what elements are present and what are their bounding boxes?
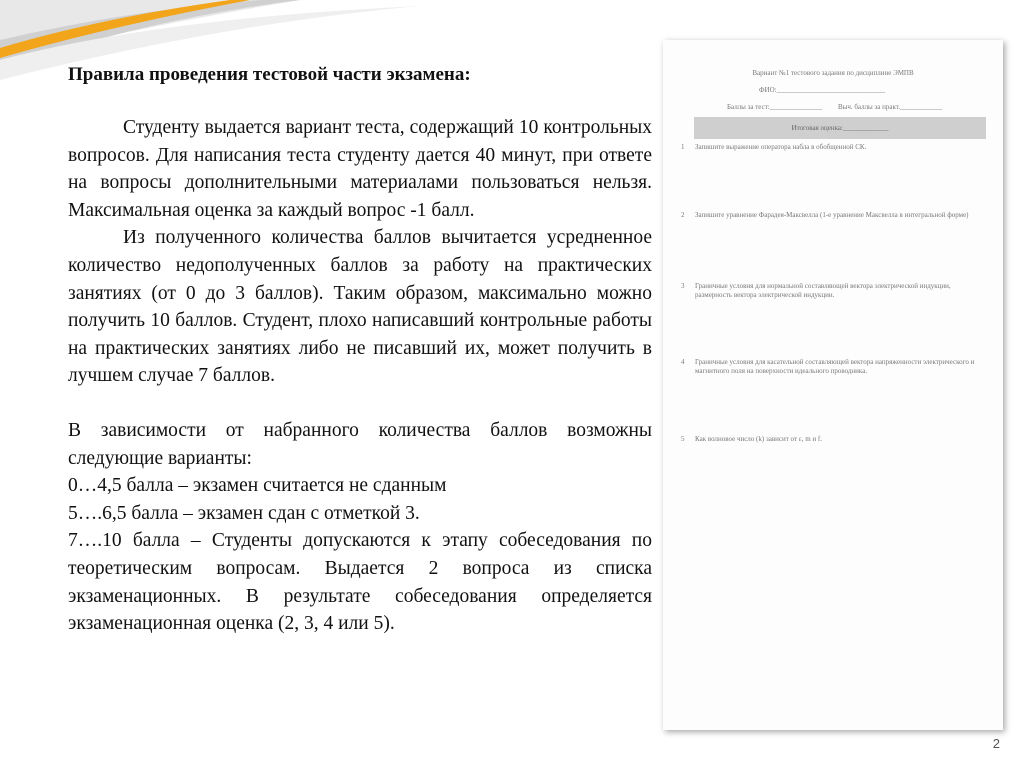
form-fio-field: ФИО:_______________________________ (759, 86, 886, 94)
form-title: Вариант №1 тестового задания по дисциплине ЭМПВ (752, 69, 914, 77)
question-text: Граничные условия для нормальной составляющей вектора электрической индукции, размерность вектора электрической индукции. (695, 282, 951, 299)
form-practice-score: Выч. баллы за практ.____________ (837, 103, 943, 111)
question-number: 3 (681, 282, 685, 290)
form-grade-bar (694, 117, 986, 139)
question-text: Запишите уравнение Фарадея-Максвелла (1-е уравнение Максвелла в интегральной форме) (695, 211, 969, 219)
question-number: 1 (681, 143, 685, 151)
question-text: Граничные условия для касательной составляющей вектора напряженности электрического и магнитного поля на поверхности идеального проводника. (695, 358, 975, 375)
paragraph-variants-intro: В зависимости от набранного количества баллов возможны следующие варианты: (68, 419, 652, 469)
question-number: 5 (681, 435, 685, 443)
slide-title: Правила проведения тестовой части экзамена: (68, 64, 471, 85)
form-score-row (727, 103, 997, 111)
test-form-preview (663, 40, 1003, 730)
question-text: Как волновое число (k) зависит от ε, m и f. (695, 435, 822, 443)
page-number: 2 (992, 736, 1000, 751)
paragraph-test-rules: Студенту выдается вариант теста, содержащий 10 контрольных вопросов. Для написания теста студенту дается 40 минут, при ответе на вопросы дополнительными материалами пользоваться нельзя. Максимальная оценка за каждый вопрос -1 балл. (68, 117, 652, 221)
grade-range-fail: 0…4,5 балла – экзамен считается не сданным (68, 475, 447, 497)
form-test-score: Баллы за тест:_______________ (727, 103, 823, 111)
question-number: 4 (681, 358, 685, 366)
grade-range-interview: 7….10 балла – Студенты допускаются к этапу собеседования по теоретическим вопросам. Выдается 2 вопроса из списка экзаменационных. В результате собеседования определяется экзаменационная оценка (2, 3, 4 или 5). (68, 530, 652, 635)
grade-range-pass-3: 5….6,5 балла – экзамен сдан с отметкой 3. (68, 502, 420, 524)
paragraph-score-deduction: Из полученного количества баллов вычитается усредненное количество недополученных баллов за работу на практических занятиях (от 0 до 3 баллов). Таким образом, максимально можно получить 10 баллов. Студент, плохо написавший контрольные работы на практических занятиях либо не писавший их, может получить в лучшем случае 7 баллов. (68, 227, 652, 387)
slide-body (68, 114, 652, 638)
question-text: Запишите выражение оператора набла в обобщенной СК. (695, 143, 867, 151)
form-final-grade: Итоговая оценка:_____________ (791, 124, 889, 132)
question-number: 2 (681, 211, 685, 219)
